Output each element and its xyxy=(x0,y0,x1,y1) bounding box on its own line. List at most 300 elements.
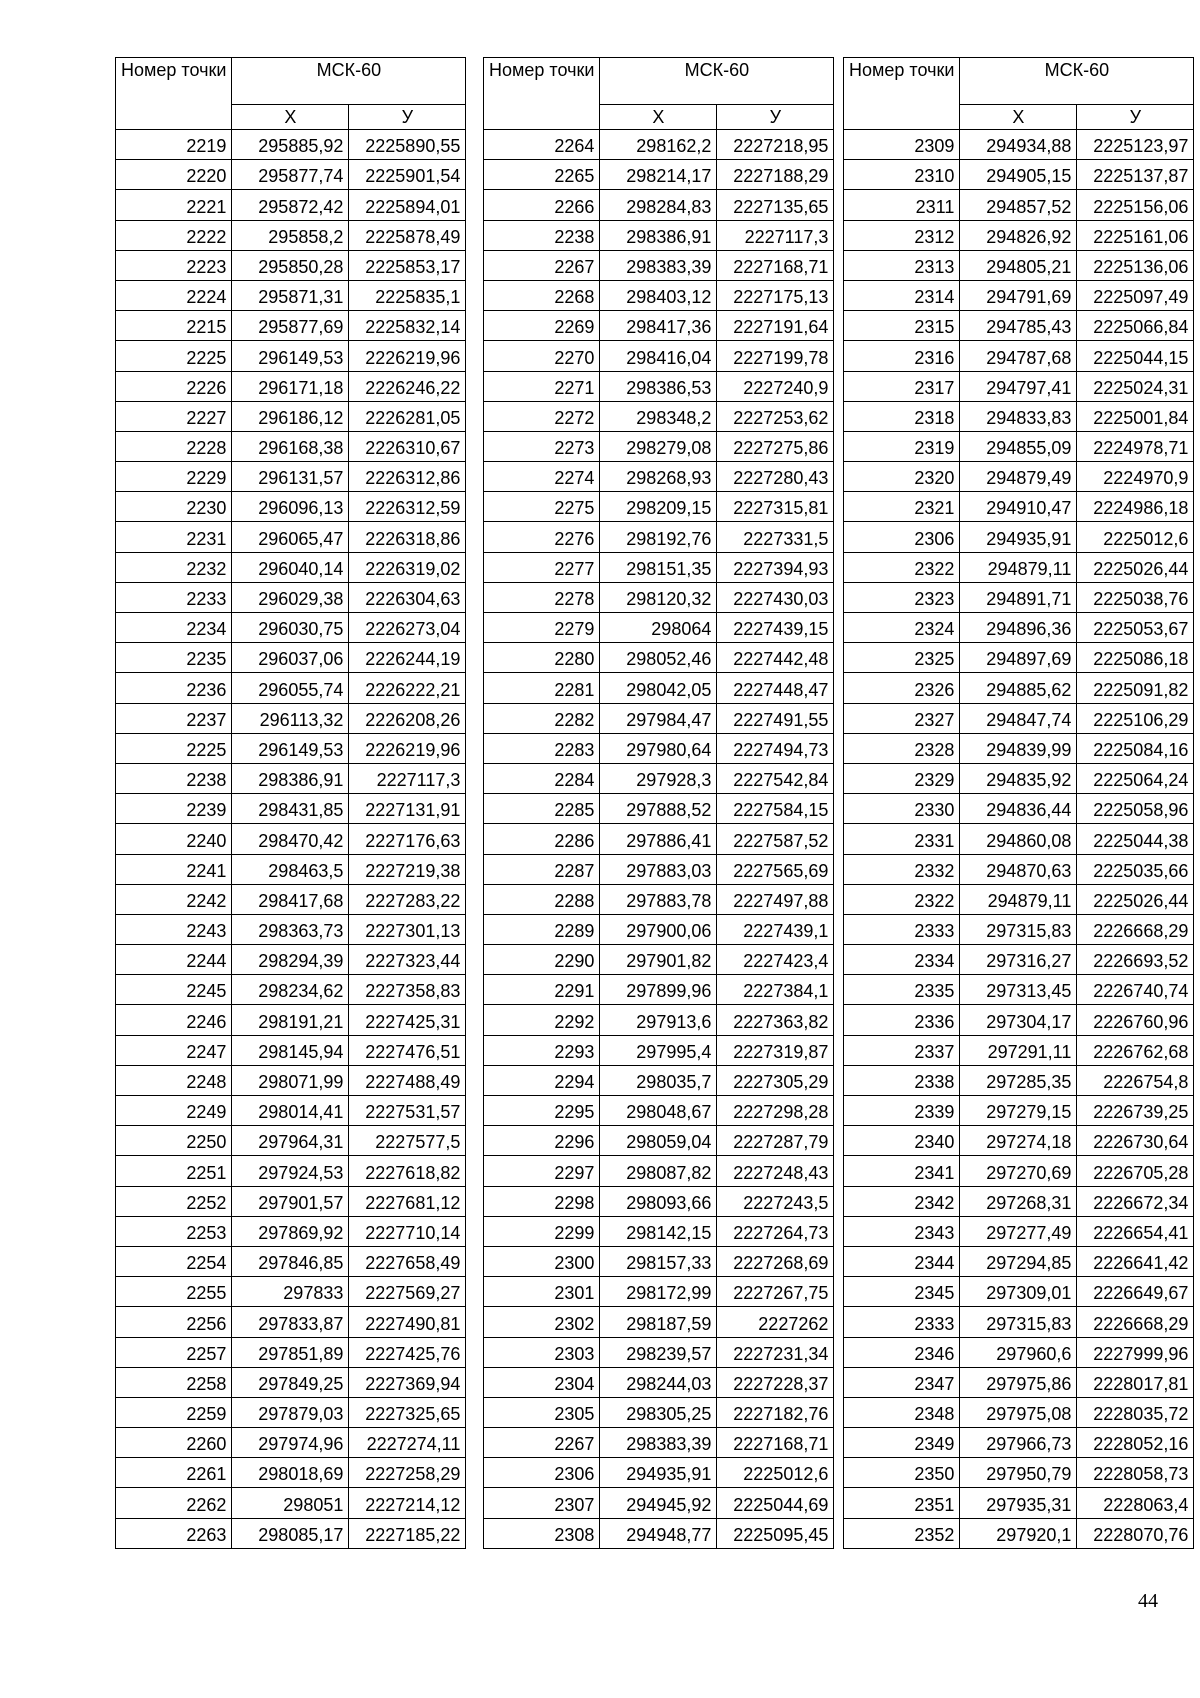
y-coordinate-cell: 2227231,34 xyxy=(717,1337,834,1367)
table-row xyxy=(484,763,834,793)
y-coordinate-cell: 2227258,29 xyxy=(349,1458,466,1488)
point-number-cell: 2332 xyxy=(844,854,960,884)
point-number-cell: 2261 xyxy=(116,1458,232,1488)
x-coordinate-cell: 297309,01 xyxy=(960,1277,1077,1307)
x-coordinate-cell: 297984,47 xyxy=(600,703,717,733)
x-column-header: Х xyxy=(960,105,1077,130)
point-number-cell: 2349 xyxy=(844,1428,960,1458)
point-number-cell: 2306 xyxy=(484,1458,600,1488)
point-number-cell: 2259 xyxy=(116,1397,232,1427)
table-row xyxy=(844,280,1194,310)
table-row xyxy=(484,703,834,733)
x-coordinate-cell: 296040,14 xyxy=(232,552,349,582)
x-coordinate-cell: 295850,28 xyxy=(232,250,349,280)
table-row xyxy=(484,673,834,703)
table-row xyxy=(844,371,1194,401)
y-coordinate-cell: 2227384,1 xyxy=(717,975,834,1005)
point-number-cell: 2233 xyxy=(116,582,232,612)
point-number-cell: 2225 xyxy=(116,341,232,371)
x-coordinate-cell: 298463,5 xyxy=(232,854,349,884)
point-number-cell: 2328 xyxy=(844,733,960,763)
x-coordinate-cell: 298071,99 xyxy=(232,1065,349,1095)
point-number-cell: 2232 xyxy=(116,552,232,582)
x-coordinate-cell: 298051 xyxy=(232,1488,349,1518)
point-number-cell: 2284 xyxy=(484,763,600,793)
coordinate-system-header: МСК-60 xyxy=(600,58,834,105)
table-row xyxy=(484,1216,834,1246)
x-coordinate-cell: 297291,11 xyxy=(960,1035,1077,1065)
table-row xyxy=(844,1397,1194,1427)
point-number-cell: 2222 xyxy=(116,220,232,250)
point-number-cell: 2292 xyxy=(484,1005,600,1035)
x-coordinate-cell: 297315,83 xyxy=(960,1307,1077,1337)
x-coordinate-cell: 294891,71 xyxy=(960,582,1077,612)
y-coordinate-cell: 2227565,69 xyxy=(717,854,834,884)
page-number: 44 xyxy=(1138,1590,1158,1612)
table-row xyxy=(116,1277,466,1307)
table-row xyxy=(116,552,466,582)
point-number-cell: 2258 xyxy=(116,1367,232,1397)
y-coordinate-cell: 2226739,25 xyxy=(1077,1096,1194,1126)
y-coordinate-cell: 2226208,26 xyxy=(349,703,466,733)
table-row xyxy=(116,522,466,552)
y-coordinate-cell: 2227248,43 xyxy=(717,1156,834,1186)
x-coordinate-cell: 297849,25 xyxy=(232,1367,349,1397)
point-number-cell: 2322 xyxy=(844,552,960,582)
point-number-cell: 2351 xyxy=(844,1488,960,1518)
table-row xyxy=(844,250,1194,280)
table-row xyxy=(116,643,466,673)
x-coordinate-cell: 298085,17 xyxy=(232,1518,349,1548)
point-number-cell: 2331 xyxy=(844,824,960,854)
y-coordinate-cell: 2227274,11 xyxy=(349,1428,466,1458)
y-coordinate-cell: 2227423,4 xyxy=(717,945,834,975)
x-coordinate-cell: 298087,82 xyxy=(600,1156,717,1186)
table-row xyxy=(116,613,466,643)
x-coordinate-cell: 294935,91 xyxy=(600,1458,717,1488)
x-coordinate-cell: 297924,53 xyxy=(232,1156,349,1186)
point-number-cell: 2314 xyxy=(844,280,960,310)
table-row xyxy=(116,582,466,612)
point-number-cell: 2254 xyxy=(116,1246,232,1276)
point-number-cell: 2293 xyxy=(484,1035,600,1065)
y-coordinate-cell: 2227214,12 xyxy=(349,1488,466,1518)
y-coordinate-cell: 2227494,73 xyxy=(717,733,834,763)
x-coordinate-cell: 298386,91 xyxy=(232,763,349,793)
table-row xyxy=(484,824,834,854)
table-row xyxy=(844,1096,1194,1126)
x-coordinate-cell: 297901,82 xyxy=(600,945,717,975)
table-row xyxy=(844,1065,1194,1095)
y-coordinate-cell: 2228017,81 xyxy=(1077,1367,1194,1397)
coordinates-table xyxy=(843,57,1194,1549)
x-coordinate-cell: 296131,57 xyxy=(232,462,349,492)
table-row xyxy=(116,1005,466,1035)
point-number-cell: 2281 xyxy=(484,673,600,703)
point-number-cell: 2327 xyxy=(844,703,960,733)
table-row xyxy=(484,1126,834,1156)
y-coordinate-cell: 2226705,28 xyxy=(1077,1156,1194,1186)
y-coordinate-cell: 2226693,52 xyxy=(1077,945,1194,975)
table-row xyxy=(844,824,1194,854)
table-row xyxy=(844,1005,1194,1035)
table-row xyxy=(116,1156,466,1186)
x-coordinate-cell: 297901,57 xyxy=(232,1186,349,1216)
y-coordinate-cell: 2225890,55 xyxy=(349,130,466,160)
x-coordinate-cell: 297883,03 xyxy=(600,854,717,884)
y-coordinate-cell: 2227305,29 xyxy=(717,1065,834,1095)
table-row xyxy=(844,1488,1194,1518)
y-coordinate-cell: 2225026,44 xyxy=(1077,884,1194,914)
y-coordinate-cell: 2227476,51 xyxy=(349,1035,466,1065)
table-row xyxy=(484,1277,834,1307)
x-coordinate-cell: 294870,63 xyxy=(960,854,1077,884)
x-coordinate-cell: 296186,12 xyxy=(232,401,349,431)
table-row xyxy=(844,190,1194,220)
x-coordinate-cell: 297966,73 xyxy=(960,1428,1077,1458)
table-row xyxy=(844,1246,1194,1276)
x-coordinate-cell: 294839,99 xyxy=(960,733,1077,763)
point-number-cell: 2294 xyxy=(484,1065,600,1095)
y-coordinate-cell: 2226319,02 xyxy=(349,552,466,582)
table-row xyxy=(484,975,834,1005)
point-number-cell: 2241 xyxy=(116,854,232,884)
x-coordinate-cell: 298284,83 xyxy=(600,190,717,220)
y-coordinate-cell: 2226246,22 xyxy=(349,371,466,401)
x-coordinate-cell: 297950,79 xyxy=(960,1458,1077,1488)
point-number-cell: 2305 xyxy=(484,1397,600,1427)
x-coordinate-cell: 297935,31 xyxy=(960,1488,1077,1518)
y-coordinate-cell: 2226672,34 xyxy=(1077,1186,1194,1216)
coordinate-system-header: МСК-60 xyxy=(960,58,1194,105)
table-row xyxy=(484,1428,834,1458)
y-coordinate-cell: 2225038,76 xyxy=(1077,582,1194,612)
x-coordinate-cell: 298042,05 xyxy=(600,673,717,703)
x-column-header: Х xyxy=(600,105,717,130)
table-row xyxy=(484,401,834,431)
x-coordinate-cell: 294833,83 xyxy=(960,401,1077,431)
point-number-cell: 2348 xyxy=(844,1397,960,1427)
x-coordinate-cell: 294836,44 xyxy=(960,794,1077,824)
table-row xyxy=(844,492,1194,522)
table-row xyxy=(844,794,1194,824)
table-row xyxy=(116,431,466,461)
x-coordinate-cell: 297980,64 xyxy=(600,733,717,763)
table-row xyxy=(116,733,466,763)
point-number-cell: 2230 xyxy=(116,492,232,522)
table-row xyxy=(116,1397,466,1427)
y-coordinate-cell: 2228058,73 xyxy=(1077,1458,1194,1488)
y-coordinate-cell: 2227490,81 xyxy=(349,1307,466,1337)
point-number-cell: 2250 xyxy=(116,1126,232,1156)
table-row xyxy=(484,250,834,280)
x-coordinate-cell: 295877,69 xyxy=(232,311,349,341)
point-number-cell: 2309 xyxy=(844,130,960,160)
x-coordinate-cell: 294835,92 xyxy=(960,763,1077,793)
table-row xyxy=(484,1096,834,1126)
y-coordinate-cell: 2225086,18 xyxy=(1077,643,1194,673)
y-coordinate-cell: 2225835,1 xyxy=(349,280,466,310)
point-number-cell: 2316 xyxy=(844,341,960,371)
y-coordinate-cell: 2227219,38 xyxy=(349,854,466,884)
table-row xyxy=(116,1307,466,1337)
x-coordinate-cell: 297846,85 xyxy=(232,1246,349,1276)
x-coordinate-cell: 298234,62 xyxy=(232,975,349,1005)
table-row xyxy=(844,1035,1194,1065)
point-number-cell: 2227 xyxy=(116,401,232,431)
point-number-cell: 2310 xyxy=(844,160,960,190)
table-row xyxy=(116,763,466,793)
y-coordinate-cell: 2227369,94 xyxy=(349,1367,466,1397)
x-coordinate-cell: 296055,74 xyxy=(232,673,349,703)
point-number-cell: 2345 xyxy=(844,1277,960,1307)
y-coordinate-cell: 2226244,19 xyxy=(349,643,466,673)
y-coordinate-cell: 2226318,86 xyxy=(349,522,466,552)
point-number-cell: 2343 xyxy=(844,1216,960,1246)
table-row xyxy=(484,462,834,492)
table-row xyxy=(484,582,834,612)
table-row xyxy=(116,1035,466,1065)
y-coordinate-cell: 2225137,87 xyxy=(1077,160,1194,190)
point-number-cell: 2215 xyxy=(116,311,232,341)
point-number-header: Номер точки xyxy=(844,58,960,130)
x-coordinate-cell: 296149,53 xyxy=(232,341,349,371)
point-number-cell: 2336 xyxy=(844,1005,960,1035)
table-row xyxy=(116,280,466,310)
point-number-cell: 2255 xyxy=(116,1277,232,1307)
y-coordinate-cell: 2227176,63 xyxy=(349,824,466,854)
point-number-cell: 2243 xyxy=(116,914,232,944)
x-coordinate-cell: 296030,75 xyxy=(232,613,349,643)
x-coordinate-cell: 298120,32 xyxy=(600,582,717,612)
point-number-cell: 2249 xyxy=(116,1096,232,1126)
point-number-cell: 2239 xyxy=(116,794,232,824)
point-number-cell: 2226 xyxy=(116,371,232,401)
y-coordinate-cell: 2227188,29 xyxy=(717,160,834,190)
x-coordinate-cell: 294905,15 xyxy=(960,160,1077,190)
x-coordinate-cell: 297899,96 xyxy=(600,975,717,1005)
y-coordinate-cell: 2227319,87 xyxy=(717,1035,834,1065)
table-row xyxy=(484,492,834,522)
point-number-cell: 2333 xyxy=(844,1307,960,1337)
y-coordinate-cell: 2225058,96 xyxy=(1077,794,1194,824)
x-coordinate-cell: 296113,32 xyxy=(232,703,349,733)
x-coordinate-cell: 296171,18 xyxy=(232,371,349,401)
point-number-cell: 2283 xyxy=(484,733,600,763)
table-row xyxy=(844,1126,1194,1156)
x-coordinate-cell: 294805,21 xyxy=(960,250,1077,280)
x-coordinate-cell: 298018,69 xyxy=(232,1458,349,1488)
table-row xyxy=(116,311,466,341)
point-number-cell: 2344 xyxy=(844,1246,960,1276)
point-number-cell: 2278 xyxy=(484,582,600,612)
point-number-cell: 2299 xyxy=(484,1216,600,1246)
table-row xyxy=(116,160,466,190)
table-row xyxy=(844,884,1194,914)
point-number-cell: 2346 xyxy=(844,1337,960,1367)
y-coordinate-cell: 2227283,22 xyxy=(349,884,466,914)
x-coordinate-cell: 294791,69 xyxy=(960,280,1077,310)
y-coordinate-cell: 2226649,67 xyxy=(1077,1277,1194,1307)
table-row xyxy=(116,824,466,854)
point-number-cell: 2272 xyxy=(484,401,600,431)
y-column-header: У xyxy=(349,105,466,130)
table-row xyxy=(484,643,834,673)
y-coordinate-cell: 2227542,84 xyxy=(717,763,834,793)
table-row xyxy=(116,794,466,824)
x-coordinate-cell: 297869,92 xyxy=(232,1216,349,1246)
x-coordinate-cell: 298059,04 xyxy=(600,1126,717,1156)
y-coordinate-cell: 2227448,47 xyxy=(717,673,834,703)
table-row xyxy=(116,1186,466,1216)
y-coordinate-cell: 2227262 xyxy=(717,1307,834,1337)
point-number-cell: 2289 xyxy=(484,914,600,944)
y-column-header: У xyxy=(717,105,834,130)
point-number-cell: 2280 xyxy=(484,643,600,673)
table-row xyxy=(116,1458,466,1488)
y-coordinate-cell: 2227325,65 xyxy=(349,1397,466,1427)
table-row xyxy=(116,1488,466,1518)
table-row xyxy=(116,220,466,250)
point-number-cell: 2265 xyxy=(484,160,600,190)
coordinates-table xyxy=(115,57,466,1549)
x-coordinate-cell: 296065,47 xyxy=(232,522,349,552)
table-row xyxy=(844,914,1194,944)
y-coordinate-cell: 2227439,15 xyxy=(717,613,834,643)
x-coordinate-cell: 297995,4 xyxy=(600,1035,717,1065)
x-coordinate-cell: 294847,74 xyxy=(960,703,1077,733)
y-column-header: У xyxy=(1077,105,1194,130)
y-coordinate-cell: 2226730,64 xyxy=(1077,1126,1194,1156)
y-coordinate-cell: 2225035,66 xyxy=(1077,854,1194,884)
y-coordinate-cell: 2227218,95 xyxy=(717,130,834,160)
x-coordinate-cell: 294885,62 xyxy=(960,673,1077,703)
y-coordinate-cell: 2226668,29 xyxy=(1077,1307,1194,1337)
point-number-cell: 2329 xyxy=(844,763,960,793)
y-coordinate-cell: 2225901,54 xyxy=(349,160,466,190)
y-coordinate-cell: 2227199,78 xyxy=(717,341,834,371)
y-coordinate-cell: 2227267,75 xyxy=(717,1277,834,1307)
y-coordinate-cell: 2227168,71 xyxy=(717,1428,834,1458)
y-coordinate-cell: 2225066,84 xyxy=(1077,311,1194,341)
x-coordinate-cell: 297294,85 xyxy=(960,1246,1077,1276)
y-coordinate-cell: 2224978,71 xyxy=(1077,431,1194,461)
table-row xyxy=(844,1428,1194,1458)
y-coordinate-cell: 2225894,01 xyxy=(349,190,466,220)
y-coordinate-cell: 2227587,52 xyxy=(717,824,834,854)
x-coordinate-cell: 298363,73 xyxy=(232,914,349,944)
x-coordinate-cell: 297279,15 xyxy=(960,1096,1077,1126)
y-coordinate-cell: 2227491,55 xyxy=(717,703,834,733)
table-row xyxy=(484,371,834,401)
x-coordinate-cell: 298417,68 xyxy=(232,884,349,914)
point-number-cell: 2318 xyxy=(844,401,960,431)
point-number-cell: 2338 xyxy=(844,1065,960,1095)
y-coordinate-cell: 2227425,76 xyxy=(349,1337,466,1367)
table-row xyxy=(844,401,1194,431)
table-row xyxy=(844,763,1194,793)
y-coordinate-cell: 2227323,44 xyxy=(349,945,466,975)
y-coordinate-cell: 2226762,68 xyxy=(1077,1035,1194,1065)
table-row xyxy=(116,130,466,160)
y-coordinate-cell: 2227191,64 xyxy=(717,311,834,341)
y-coordinate-cell: 2226304,63 xyxy=(349,582,466,612)
x-coordinate-cell: 298383,39 xyxy=(600,1428,717,1458)
y-coordinate-cell: 2227117,3 xyxy=(717,220,834,250)
table-row xyxy=(844,975,1194,1005)
table-row xyxy=(484,733,834,763)
x-coordinate-cell: 297316,27 xyxy=(960,945,1077,975)
table-row xyxy=(844,522,1194,552)
point-number-cell: 2251 xyxy=(116,1156,232,1186)
y-coordinate-cell: 2227268,69 xyxy=(717,1246,834,1276)
y-coordinate-cell: 2225156,06 xyxy=(1077,190,1194,220)
point-number-cell: 2311 xyxy=(844,190,960,220)
x-coordinate-cell: 298305,25 xyxy=(600,1397,717,1427)
point-number-cell: 2337 xyxy=(844,1035,960,1065)
y-coordinate-cell: 2225084,16 xyxy=(1077,733,1194,763)
x-column-header: Х xyxy=(232,105,349,130)
table-row xyxy=(484,220,834,250)
y-coordinate-cell: 2228052,16 xyxy=(1077,1428,1194,1458)
table-row xyxy=(844,733,1194,763)
y-coordinate-cell: 2227569,27 xyxy=(349,1277,466,1307)
table-row xyxy=(844,311,1194,341)
point-number-cell: 2301 xyxy=(484,1277,600,1307)
x-coordinate-cell: 294879,11 xyxy=(960,884,1077,914)
y-coordinate-cell: 2226310,67 xyxy=(349,431,466,461)
x-coordinate-cell: 294797,41 xyxy=(960,371,1077,401)
y-coordinate-cell: 2225095,45 xyxy=(717,1518,834,1548)
x-coordinate-cell: 297960,6 xyxy=(960,1337,1077,1367)
y-coordinate-cell: 2225053,67 xyxy=(1077,613,1194,643)
x-coordinate-cell: 297268,31 xyxy=(960,1186,1077,1216)
table-row xyxy=(484,1458,834,1488)
table-row xyxy=(844,1216,1194,1246)
y-coordinate-cell: 2226654,41 xyxy=(1077,1216,1194,1246)
y-coordinate-cell: 2227182,76 xyxy=(717,1397,834,1427)
point-number-cell: 2229 xyxy=(116,462,232,492)
y-coordinate-cell: 2227425,31 xyxy=(349,1005,466,1035)
x-coordinate-cell: 297274,18 xyxy=(960,1126,1077,1156)
y-coordinate-cell: 2227497,88 xyxy=(717,884,834,914)
y-coordinate-cell: 2227315,81 xyxy=(717,492,834,522)
x-coordinate-cell: 298383,39 xyxy=(600,250,717,280)
table-row xyxy=(116,401,466,431)
x-coordinate-cell: 298048,67 xyxy=(600,1096,717,1126)
y-coordinate-cell: 2227287,79 xyxy=(717,1126,834,1156)
table-row xyxy=(484,945,834,975)
point-number-cell: 2256 xyxy=(116,1307,232,1337)
table-row xyxy=(116,1096,466,1126)
y-coordinate-cell: 2227710,14 xyxy=(349,1216,466,1246)
x-coordinate-cell: 294879,49 xyxy=(960,462,1077,492)
y-coordinate-cell: 2226641,42 xyxy=(1077,1246,1194,1276)
x-coordinate-cell: 296096,13 xyxy=(232,492,349,522)
y-coordinate-cell: 2226219,96 xyxy=(349,733,466,763)
table-row xyxy=(116,1367,466,1397)
x-coordinate-cell: 296149,53 xyxy=(232,733,349,763)
x-coordinate-cell: 298214,17 xyxy=(600,160,717,190)
x-coordinate-cell: 297975,86 xyxy=(960,1367,1077,1397)
table-row xyxy=(484,1307,834,1337)
y-coordinate-cell: 2226273,04 xyxy=(349,613,466,643)
point-number-cell: 2257 xyxy=(116,1337,232,1367)
point-number-cell: 2268 xyxy=(484,280,600,310)
x-coordinate-cell: 297920,1 xyxy=(960,1518,1077,1548)
x-coordinate-cell: 298014,41 xyxy=(232,1096,349,1126)
coordinate-system-header: МСК-60 xyxy=(232,58,466,105)
